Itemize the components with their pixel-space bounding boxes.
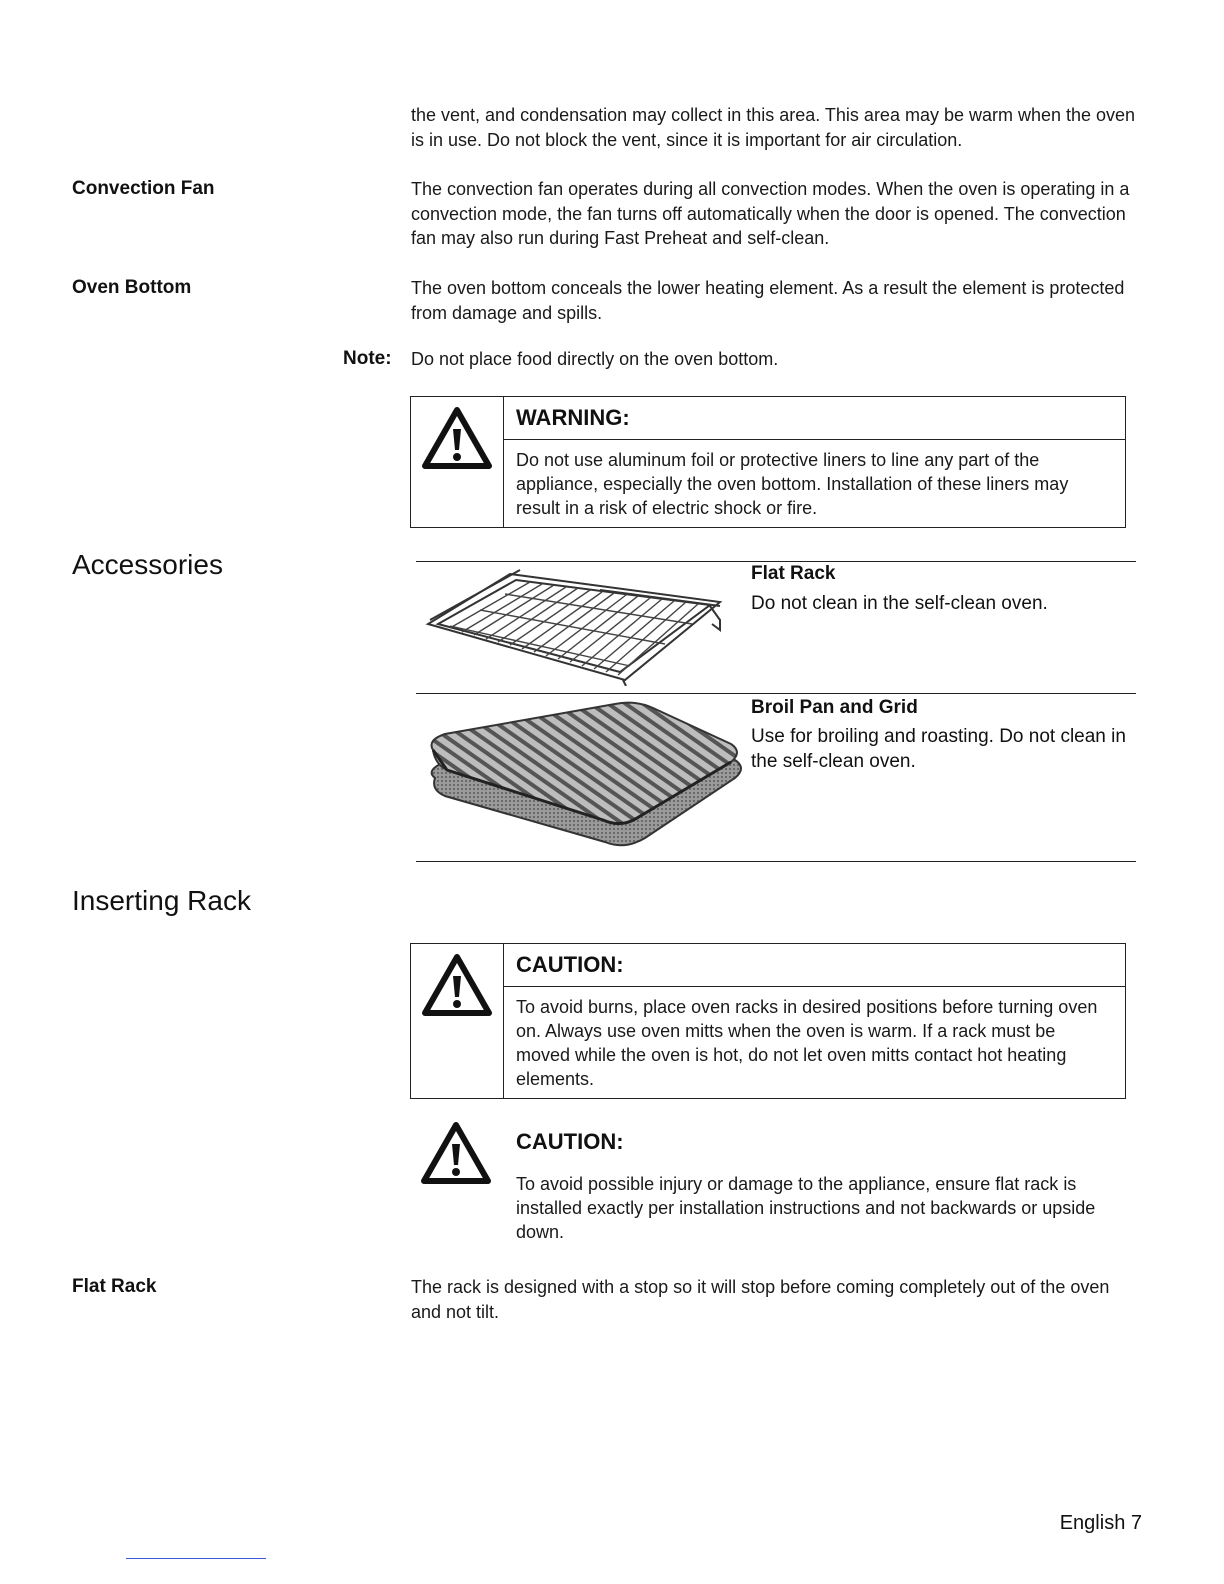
caution-box xyxy=(410,943,1126,1099)
warning-text: Do not use aluminum foil or protective liners to line any part of the appliance, especially the oven bottom. Installation of these liners may result in a risk of electric shock or fire. xyxy=(516,450,1069,518)
oven-bottom-text: The oven bottom conceals the lower heating element. As a result the element is protected from damage and spills. xyxy=(411,278,1125,323)
accessories-bottom-rule xyxy=(416,861,1136,862)
inserting-rack-heading: Inserting Rack xyxy=(72,885,251,916)
oven-bottom-heading: Oven Bottom xyxy=(72,277,192,298)
convection-fan-text: The convection fan operates during all convection modes. When the oven is operating in a convection mode, the fan turns off automatically when the door is opened. The convection fan may also run during Fast Preheat and self-clean. xyxy=(411,179,1130,248)
caution-title: CAUTION: xyxy=(504,944,1125,987)
flat-rack-heading: Flat Rack xyxy=(72,1276,157,1297)
accessories-heading: Accessories xyxy=(72,549,223,580)
caution-text-2: To avoid possible injury or damage to the appliance, ensure flat rack is installed exactly per installation instructions and not backwards or upside down. xyxy=(516,1174,1096,1242)
accessories-middle-rule xyxy=(416,693,1136,694)
broil-pan-image xyxy=(425,700,755,850)
caution-icon-cell xyxy=(411,944,504,1098)
page-number: English 7 xyxy=(1059,1512,1142,1534)
warning-title: WARNING: xyxy=(504,397,1125,440)
accessory-flat-rack-text: Do not clean in the self-clean oven. xyxy=(751,593,1048,614)
caution-text: To avoid burns, place oven racks in desired positions before turning oven on. Always use oven mitts when the oven is warm. If a rack must be moved while the oven is hot, do not let oven mitts contact hot heating elements. xyxy=(516,997,1098,1089)
accessory-broil-pan-text: Use for broiling and roasting. Do not clean in the self-clean oven. xyxy=(751,726,1126,772)
warning-triangle-icon xyxy=(422,407,492,469)
intro-paragraph: the vent, and condensation may collect in this area. This area may be warm when the oven is in use. Do not block the vent, since it is important for air circulation. xyxy=(411,105,1136,150)
warning-box xyxy=(410,396,1126,528)
accessory-broil-pan-title: Broil Pan and Grid xyxy=(751,697,918,718)
warning-icon-cell xyxy=(411,397,504,527)
flat-rack-text: The rack is designed with a stop so it will stop before coming completely out of the oven and not tilt. xyxy=(411,1277,1110,1322)
note-text: Do not place food directly on the oven bottom. xyxy=(411,349,779,369)
footer-rule xyxy=(126,1558,266,1559)
flat-rack-image xyxy=(420,562,730,686)
note-label: Note: xyxy=(343,348,392,369)
accessory-flat-rack-title: Flat Rack xyxy=(751,563,836,584)
convection-fan-heading: Convection Fan xyxy=(72,178,215,199)
caution-title-2: CAUTION: xyxy=(516,1129,624,1154)
warning-triangle-icon xyxy=(421,1122,491,1184)
warning-triangle-icon xyxy=(422,954,492,1016)
